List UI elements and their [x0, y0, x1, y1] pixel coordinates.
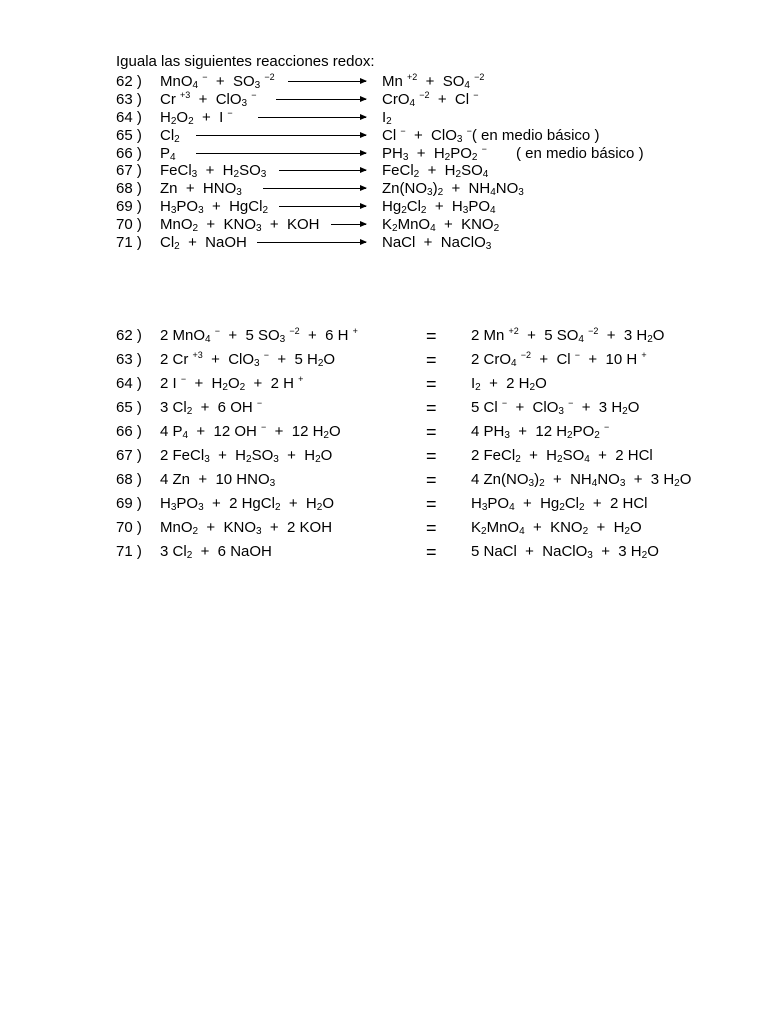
reaction-arrow-icon — [196, 153, 366, 154]
answer-number: 69 ) — [116, 495, 142, 512]
answer-row-65 — [0, 398, 768, 418]
answer-rhs: 2 CrO$_4$ $^{-2}$ + Cl − + 10 H + — [471, 350, 647, 369]
answer-lhs: $MnO_2 + KNO_3 + 2$ KOH — [160, 519, 333, 537]
problem-number: 71 ) — [116, 234, 142, 251]
equals-sign: = — [426, 398, 437, 418]
reaction-arrow-icon — [279, 206, 366, 207]
answer-rhs: $K_2MnO_4 + KNO_2 + H_2O$ — [471, 519, 642, 537]
problem-reactants: $Cl_2$ — [160, 127, 180, 145]
answer-number: 63 ) — [116, 351, 142, 368]
reaction-arrow-icon — [258, 117, 366, 118]
exercise-title: Iguala las siguientes reacciones redox: — [116, 53, 375, 70]
answer-lhs: 2 I $^- + H_2O_2 + 2$ H + — [160, 374, 304, 393]
problem-row-66 — [0, 145, 768, 163]
problem-row-65 — [0, 127, 768, 145]
equals-sign: = — [426, 470, 437, 490]
problem-reactants: $Zn + HNO_3$ — [160, 180, 242, 198]
problem-products: NaCl + NaClO$_3$ — [382, 234, 492, 252]
problem-number: 63 ) — [116, 91, 142, 108]
reaction-arrow-icon — [263, 188, 366, 189]
equals-sign: = — [426, 350, 437, 370]
equals-sign: = — [426, 422, 437, 442]
problem-reactants: $P_4$ — [160, 145, 176, 163]
problem-row-63 — [0, 91, 768, 109]
answer-number: 68 ) — [116, 471, 142, 488]
answer-row-64 — [0, 374, 768, 394]
equals-sign: = — [426, 446, 437, 466]
problem-products-with-note — [382, 127, 599, 145]
answer-rhs: $I_2 + 2$ $H_2O$ — [471, 375, 547, 393]
medium-note: ( en medio básico ) — [516, 145, 644, 162]
answer-number: 70 ) — [116, 519, 142, 536]
answer-row-70 — [0, 518, 768, 538]
answer-lhs: 2 Cr $^{+3}$ + ClO$_3$ − + 5 $H_2O$ — [160, 350, 336, 369]
reaction-arrow-icon — [276, 99, 366, 100]
answer-number: 66 ) — [116, 423, 142, 440]
problem-row-64 — [0, 109, 768, 127]
reaction-arrow-icon — [288, 81, 366, 82]
answer-lhs: 3 $Cl_2 + 6$ NaOH — [160, 543, 272, 561]
answer-row-67 — [0, 446, 768, 466]
problem-number: 70 ) — [116, 216, 142, 233]
reaction-arrow-icon — [331, 224, 366, 225]
problem-products: $PH_3 + H_2PO_2$ − — [382, 144, 487, 163]
answer-number: 67 ) — [116, 447, 142, 464]
problem-number: 65 ) — [116, 127, 142, 144]
problem-products: CrO$_4$ $^{-2}$ + Cl − — [382, 90, 479, 109]
answer-row-68 — [0, 470, 768, 490]
problem-reactants: $Cl_2$ + NaOH — [160, 234, 247, 252]
answer-row-66 — [0, 422, 768, 442]
answer-row-71 — [0, 542, 768, 562]
problem-row-71 — [0, 234, 768, 252]
answer-lhs: 3 $Cl_2 + 6$ OH − — [160, 398, 263, 417]
answer-rhs: 5 Cl − + ClO$_3$ − + 3 $H_2O$ — [471, 398, 640, 417]
problem-number: 66 ) — [116, 145, 142, 162]
answer-lhs: 2 FeCl$_3$ + $H_2SO_3 + H_2O$ — [160, 447, 333, 465]
answer-number: 71 ) — [116, 543, 142, 560]
problem-row-68 — [0, 180, 768, 198]
equals-sign: = — [426, 374, 437, 394]
problem-row-62 — [0, 73, 768, 91]
problem-reactants: MnO$_4$ $^- + SO_3$ $^{-2}$ — [160, 72, 275, 91]
answer-rhs: 4 $PH_3 + 12$ $H_2PO_2$ − — [471, 422, 610, 441]
problem-number: 62 ) — [116, 73, 142, 90]
problem-number: 64 ) — [116, 109, 142, 126]
problem-number: 68 ) — [116, 180, 142, 197]
problem-products: $I_2$ — [382, 109, 392, 127]
answer-number: 65 ) — [116, 399, 142, 416]
answer-number: 62 ) — [116, 327, 142, 344]
problem-row-70 — [0, 216, 768, 234]
problem-reactants: $MnO_2 + KNO_3$ + KOH — [160, 216, 320, 234]
answer-lhs: 4 Zn + 10 $HNO_3$ — [160, 471, 276, 489]
problem-reactants: FeCl$_3$ + $H_2SO_3$ — [160, 162, 267, 180]
equals-sign: = — [426, 518, 437, 538]
medium-note: ( en medio básico ) — [471, 127, 600, 144]
reaction-arrow-icon — [257, 242, 366, 243]
problem-products: FeCl$_2$ + $H_2SO_4$ — [382, 162, 489, 180]
answer-rhs: 4 $Zn(NO_3)_2 + NH_4NO_3 + 3$ $H_2O$ — [471, 471, 692, 489]
answer-rhs: 5 NaCl + NaClO$_3$ + 3 $H_2O$ — [471, 543, 659, 561]
equals-sign: = — [426, 326, 437, 346]
problem-row-69 — [0, 198, 768, 216]
problem-reactants: $H_3PO_3$ + HgCl$_2$ — [160, 198, 268, 216]
problem-number: 67 ) — [116, 162, 142, 179]
reaction-arrow-icon — [196, 135, 366, 136]
problem-products: $Hg_2Cl_2 + H_3PO_4$ — [382, 198, 496, 216]
problem-products: $K_2MnO_4 + KNO_2$ — [382, 216, 500, 234]
answer-rhs: $H_3PO_4 + Hg_2Cl_2 + 2$ HCl — [471, 495, 648, 513]
answer-number: 64 ) — [116, 375, 142, 392]
problem-number: 69 ) — [116, 198, 142, 215]
problem-reactants: $H_2O_2 + I$ − — [160, 108, 233, 127]
answer-row-69 — [0, 494, 768, 514]
answer-lhs: 2 MnO$_4$ − + 5 $SO_3$ $^{-2}$ + 6 H + — [160, 326, 358, 345]
equals-sign: = — [426, 542, 437, 562]
problem-products: Mn $^{+2} + SO_4$ $^{-2}$ — [382, 72, 485, 91]
problem-row-67 — [0, 162, 768, 180]
equals-sign: = — [426, 494, 437, 514]
answer-row-62 — [0, 326, 768, 346]
answer-lhs: $H_3PO_3 + 2$ HgCl$_2$ + $H_2O$ — [160, 495, 334, 513]
problem-products: $Zn(NO_3)_2 + NH_4NO_3$ — [382, 180, 524, 198]
reaction-arrow-icon — [279, 170, 366, 171]
answer-rhs: 2 Mn $^{+2}$ + 5 $SO_4$ $^{-2}$ + 3 $H_2O$ — [471, 326, 665, 345]
problem-products: Cl − + ClO$_3$ − — [382, 126, 472, 145]
answer-row-63 — [0, 350, 768, 370]
problem-reactants: Cr $^{+3}$ + ClO$_3$ − — [160, 90, 257, 109]
answer-lhs: 4 $P_4 + 12$ OH − + 12 $H_2O$ — [160, 422, 341, 441]
answer-rhs: 2 FeCl$_2$ + $H_2SO_4 + 2$ HCl — [471, 447, 653, 465]
